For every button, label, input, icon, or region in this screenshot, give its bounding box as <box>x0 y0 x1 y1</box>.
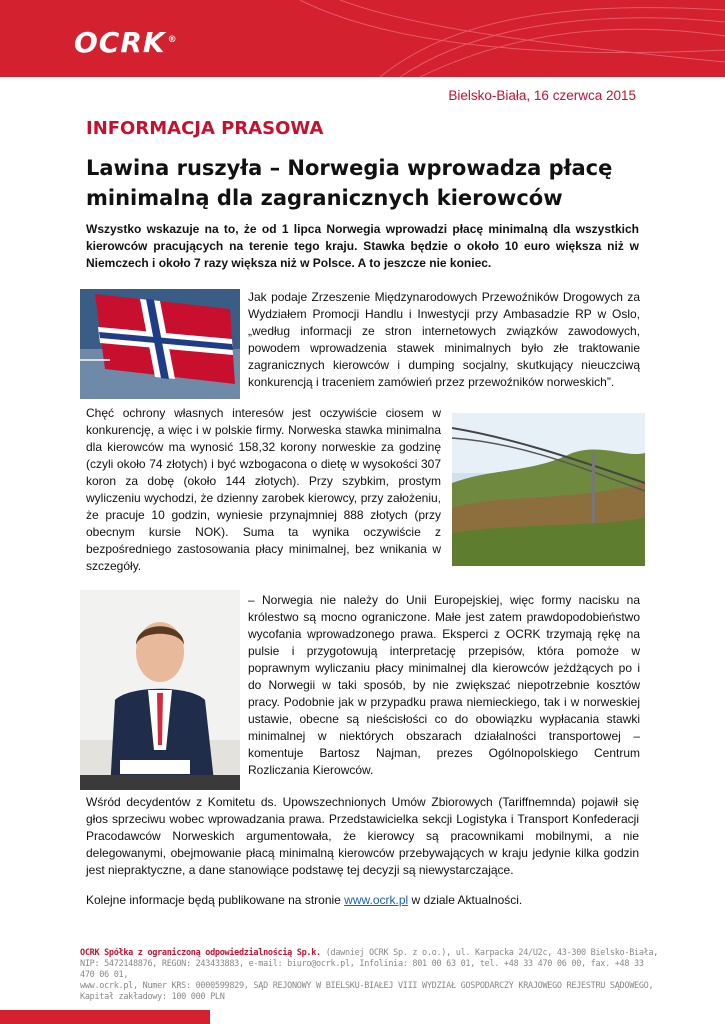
paragraph-5-text: Kolejne informacje będą publikowane na stronie <box>86 893 345 907</box>
paragraph-5-text-end: w dziale Aktualności. <box>408 893 523 907</box>
company-footer <box>80 948 660 1003</box>
article-title: Lawina ruszyła – Norwegia wprowadza płacę minimalną dla zagranicznych kierowców <box>86 156 613 210</box>
paragraph-4: Wśród decydentów z Komitetu ds. Upowszechnionych Umów Zbiorowych (Tariffnemnda) pojawił się głos sprzeciwu wobec wprowadzania prawa. Przedstawicielka sekcji Logistyka i Transport Konfederacji Pracodawców Norweskich argumentowała, że kierowcy są pracownikami mobilnymi, a nie delegowanymi, obejmowanie płacą minimalną kierowców przebywających w kraju jedynie kilka godzin jest niepraktyczne, a dane stanowiące podstawę tej decyzji są niewystarczające. <box>86 795 639 877</box>
footer-line-4: Kapitał zakładowy: 100 000 PLN <box>80 992 225 1002</box>
company-name: OCRK Spółka z ograniczoną odpowiedzialnością Sp.k. <box>80 948 321 958</box>
dateline: Bielsko-Biała, 16 czerwca 2015 <box>448 88 636 103</box>
article-lead: Wszystko wskazuje na to, że od 1 lipca Norwegia wprowadzi płacę minimalną dla wszystkich kierowców pracujących na terenie tego kraju. Stawka będzie o około 10 euro większa niż w Niemczech i około 7 razy większa niż w Polsce. A to jeszcze nie koniec. <box>86 222 639 270</box>
ocrk-logo[interactable]: OCRK ® <box>74 26 178 59</box>
header-banner <box>0 0 725 77</box>
spokesperson-photo <box>80 590 240 790</box>
press-release-label: INFORMACJA PRASOWA <box>86 118 324 139</box>
ocrk-website-link[interactable]: www.ocrk.pl <box>344 893 409 907</box>
paragraph-5 <box>86 892 639 909</box>
paragraph-2: Chęć ochrony własnych interesów jest oczywiście ciosem w konkurencję, a więc i w polskie firmy. Norweska stawka minimalna dla kierowców ma wynosić 158,32 korony norweskie za godzinę (czyli około 74 złotych) i być wzbogacona o dietę w wysokości 307 koron za dobę (około 144 złotych). Przy szybkim, prostym wyliczeniu wychodzi, że dzienny zarobek kierowcy, przy założeniu, że pracuje 10 godzin, wyniesie przynajmniej 888 złotych (przy obecnym kursie NOK). Suma ta wynika oczywiście z bezpośredniego zastosowania płacy minimalnej, bez wnikania w szczegóły. <box>86 406 441 573</box>
footer-line-3: www.ocrk.pl, Numer KRS: 0000599829, SĄD REJONOWY W BIELSKU-BIAŁEJ VIII WYDZIAŁ GOSPODARCZY KRAJOWEGO REJESTRU SĄDOWEGO, <box>80 981 654 991</box>
paragraph-1: Jak podaje Zrzeszenie Międzynarodowych Przewoźników Drogowych za Wydziałem Promocji Handlu i Inwestycji przy Ambasadzie RP w Oslo, „według informacji ze stron internetowych związków zawodowych, powodem wprowadzenia stawek minimalnych było złe traktowanie zagranicznych kierowców i dumping socjalny, skutkujący nieuczciwą konkurencją i traceniem zamówień przez przewoźników norweskich”. <box>248 290 640 389</box>
paragraph-3-quote: – Norwegia nie należy do Unii Europejskiej, więc formy nacisku na królestwo są mocno ograniczone. Małe jest zatem prawdopodobieństwo wycofania wprowadzonego prawa. Eksperci z OCRK trzymają rękę na pulsie i przygotowują interpretację przepisów, która pomoże w poprawnym wyliczaniu płacy minimalnej dla kierowców jeżdżących po i do Norwegii w taki sposób, by nie zwiększać niepotrzebnie kosztów pracy. Podobnie jak w przypadku prawa niemieckiego, tak i w norweskiej ustawie, obecne są nieścisłości co do obowiązku wypłacania stawki minimalnej w niektórych obszarach działalności transportowej – komentuje Bartosz Najman, prezes Ogólnopolskiego Centrum Rozliczania Kierowców. <box>248 593 640 777</box>
footer-line-2: NIP: 5472148876, REGON: 243433883, e-mail: biuro@ocrk.pl, Infolinia: 801 00 63 01, tel. +48 33 470 06 00, fax. +48 33 470 06 01, <box>80 959 644 980</box>
footer-line-1 <box>80 948 660 959</box>
norwegian-flag-image <box>80 289 240 399</box>
footer-red-bar <box>0 1010 210 1024</box>
footer-address: (dawniej OCRK Sp. z o.o.), ul. Karpacka 24/U2c, 43-300 Bielsko-Biała, <box>320 948 659 958</box>
bridge-photo <box>452 413 645 566</box>
